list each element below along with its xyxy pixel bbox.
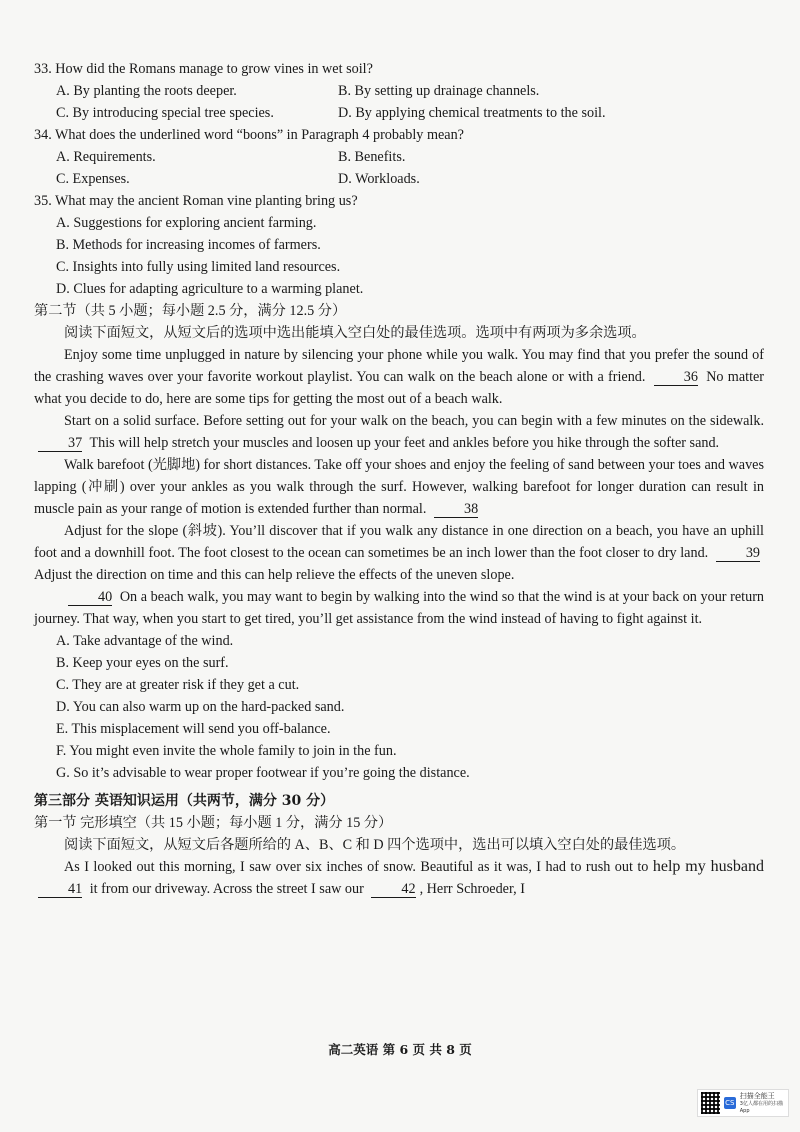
option-b: B. Benefits. (338, 149, 406, 165)
blank-42: 42 (371, 881, 415, 898)
exam-page (34, 58, 764, 900)
option-b: B. By setting up drainage channels. (338, 83, 540, 99)
option-c: C. They are at greater risk if they get a cut. (56, 677, 300, 693)
option-f: F. You might even invite the whole family to join in the fun. (56, 743, 397, 759)
section-2 (34, 300, 764, 784)
paragraph-4: Adjust for the slope (斜坡). You’ll discover that if you walk any distance in one direction on a beach, you have an uphill foot and a downhill foot. The foot closest to the ocean can sometimes be an inch lower than the foot closer to dry land. 39 Adjust the direction on time and this can help relieve the effects of the uneven slope. (34, 523, 764, 583)
paragraph-2: Start on a solid surface. Before setting out for your walk on the beach, you can begin with a few minutes on the sidewalk. 37 This will help stretch your muscles and loosen up your feet and ankles before you hike through the softer sand. (34, 410, 764, 454)
option-a: A. Take advantage of the wind. (56, 633, 234, 649)
paragraph-1: Enjoy some time unplugged in nature by silencing your phone while you walk. You may find that you prefer the sound of the crashing waves over your favorite workout playlist. You can walk on the beach alone or with a friend. 36 No matter what you decide to do, here are some tips for getting the most out of a beach walk. (34, 347, 765, 407)
section-header: 第一节 完形填空（共 15 小题；每小题 1 分，满分 15 分） (34, 815, 393, 831)
blank-39: 39 (716, 545, 760, 562)
question-34 (34, 124, 764, 190)
option-e: E. This misplacement will send you off-balance. (56, 721, 331, 737)
option-c: C. Insights into fully using limited land resources. (56, 259, 341, 275)
answer-options (34, 630, 764, 784)
option-d: D. Workloads. (338, 171, 420, 187)
option-a: A. Suggestions for exploring ancient farming. (56, 215, 317, 231)
section-instruction: 阅读下面短文，从短文后的选项中选出能填入空白处的最佳选项。选项中有两项为多余选项。 (64, 325, 646, 341)
blank-36: 36 (654, 369, 698, 386)
option-g: G. So it’s advisable to wear proper footwear if you’re going the distance. (56, 765, 470, 781)
blank-37: 37 (38, 435, 82, 452)
camscanner-logo-icon: CS (725, 1099, 735, 1107)
qr-code-icon (701, 1092, 720, 1114)
option-b: B. Keep your eyes on the surf. (56, 655, 229, 671)
option-c: C. Expenses. (56, 171, 130, 187)
option-d: D. You can also warm up on the hard-packed sand. (56, 699, 345, 715)
paragraph-3: Walk barefoot (光脚地) for short distances. Take off your shoes and enjoy the feeling of sand between your toes and waves lapping (冲刷) over your ankles as you walk through the surf. However, walking barefoot for longer duration can result in muscle pain as your range of motion is extended further than normal. 38 (34, 457, 764, 517)
option-c: C. By introducing special tree species. (56, 105, 274, 121)
part-title: 第三部分 英语知识运用（共两节，满分 30 分） (34, 793, 335, 809)
section-instruction: 阅读下面短文，从短文后各题所给的 A、B、C 和 D 四个选项中，选出可以填入空白处的最佳选项。 (64, 837, 686, 853)
blank-40: 40 (68, 589, 112, 606)
option-a: A. By planting the roots deeper. (56, 83, 237, 99)
blank-38: 38 (434, 501, 478, 518)
question-stem: 35. What may the ancient Roman vine planting bring us? (34, 193, 358, 209)
option-a: A. Requirements. (56, 149, 156, 165)
question-35 (34, 190, 764, 300)
question-stem: 34. What does the underlined word “boons” in Paragraph 4 probably mean? (34, 127, 464, 143)
scanner-watermark (697, 1089, 789, 1117)
option-b: B. Methods for increasing incomes of farmers. (56, 237, 321, 253)
option-d: D. By applying chemical treatments to the soil. (338, 105, 606, 121)
blank-41: 41 (38, 881, 82, 898)
cloze-paragraph-1: As I looked out this morning, I saw over six inches of snow. Beautiful as it was, I had to rush out to help my husband 41 it from our driveway. Across the street I saw our 42 , Herr Schroeder, I (34, 856, 764, 900)
paragraph-5: 40 On a beach walk, you may want to begin by walking into the wind so that the wind is at your back on your return journey. That way, when you start to get tired, you’ll get assistance from the wind instead of having to fight against it. (34, 589, 765, 627)
part-3 (34, 790, 764, 900)
option-d: D. Clues for adapting agriculture to a warming planet. (56, 281, 364, 297)
badge-name: 扫描全能王 (739, 1091, 775, 1100)
section-header: 第二节（共 5 小题；每小题 2.5 分，满分 12.5 分） (34, 303, 347, 319)
badge-subtitle: 3亿人都在用的扫描App (739, 1100, 783, 1114)
question-33 (34, 58, 764, 124)
page-footer: 高二英语 第 6 页 共 8 页 (328, 1042, 472, 1057)
question-stem: 33. How did the Romans manage to grow vines in wet soil? (34, 61, 373, 77)
